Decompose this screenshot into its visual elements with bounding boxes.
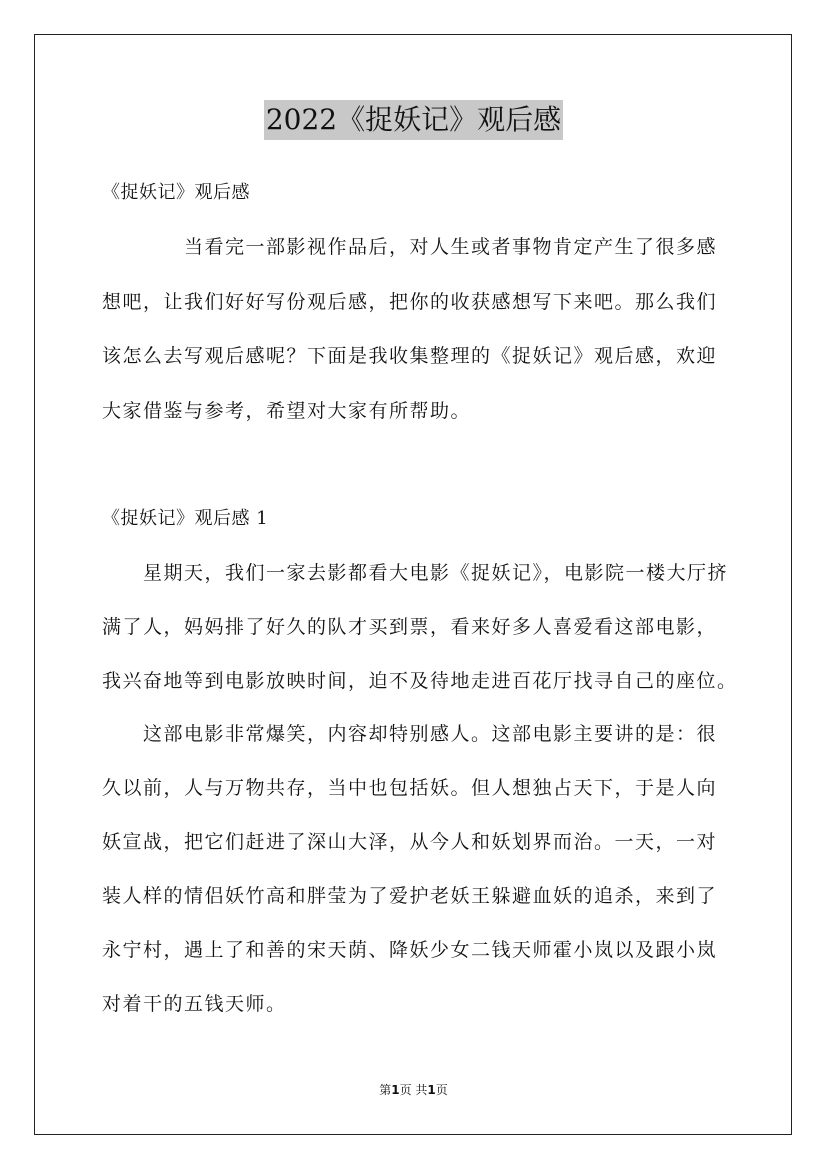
page-mid: 页 共 bbox=[399, 1083, 428, 1097]
section1-line-9: 对着干的五钱天师。 bbox=[102, 993, 287, 1015]
intro-line-3: 该怎么去写观后感呢？下面是我收集整理的《捉妖记》观后感，欢迎 bbox=[102, 345, 718, 367]
page-current: 1 bbox=[391, 1083, 400, 1097]
page-prefix: 第 bbox=[379, 1083, 392, 1097]
section1-line-3: 我兴奋地等到电影放映时间，迫不及待地走进百花厅找寻自己的座位。 bbox=[102, 670, 738, 692]
section1-line-8: 永宁村，遇上了和善的宋天荫、降妖少女二钱天师霍小岚以及跟小岚 bbox=[102, 939, 718, 961]
section1-line-6: 妖宣战，把它们赶进了深山大泽，从今人和妖划界而治。一天，一对 bbox=[102, 831, 718, 853]
intro-heading: 《捉妖记》观后感 bbox=[102, 182, 250, 203]
section1-line-5: 久以前，人与万物共存，当中也包括妖。但人想独占天下，于是人向 bbox=[102, 777, 718, 799]
section1-line-7: 装人样的情侣妖竹高和胖莹为了爱护老妖王躲避血妖的追杀，来到了 bbox=[102, 885, 718, 907]
title-container bbox=[0, 100, 827, 140]
section1-line-1: 星期天，我们一家去影都看大电影《捉妖记》，电影院一楼大厅挤 bbox=[143, 562, 729, 584]
page-footer bbox=[0, 1082, 827, 1098]
section1-line-2: 满了人，妈妈排了好久的队才买到票，看来好多人喜爱看这部电影， bbox=[102, 616, 718, 638]
intro-line-2: 想吧，让我们好好写份观后感，把你的收获感想写下来吧。那么我们 bbox=[102, 291, 718, 313]
page-total: 1 bbox=[427, 1083, 436, 1097]
intro-line-1: 当看完一部影视作品后，对人生或者事物肯定产生了很多感 bbox=[184, 236, 718, 258]
page-suffix: 页 bbox=[435, 1083, 448, 1097]
section1-line-4: 这部电影非常爆笑，内容却特别感人。这部电影主要讲的是：很 bbox=[143, 723, 718, 745]
intro-line-4: 大家借鉴与参考，希望对大家有所帮助。 bbox=[102, 400, 472, 422]
section1-heading: 《捉妖记》观后感 1 bbox=[102, 508, 269, 529]
document-title: 2022《捉妖记》观后感 bbox=[264, 100, 563, 140]
